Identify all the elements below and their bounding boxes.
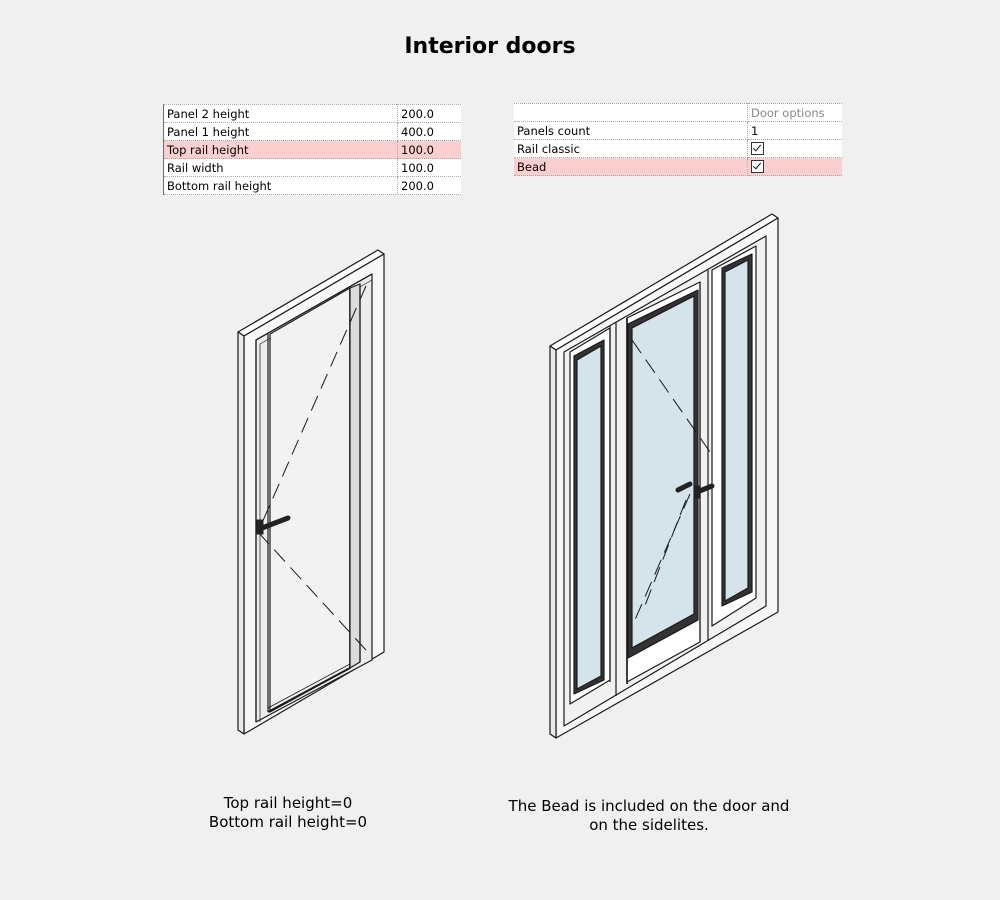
- param-value[interactable]: 100.0: [398, 141, 462, 159]
- option-label: Panels count: [514, 122, 748, 140]
- option-label: Bead: [514, 158, 748, 176]
- options-header: Door options: [748, 104, 843, 122]
- param-value[interactable]: 400.0: [398, 123, 462, 141]
- caption-line: Bottom rail height=0: [208, 813, 368, 831]
- option-value[interactable]: 1: [748, 122, 843, 140]
- caption-line: Top rail height=0: [223, 794, 353, 812]
- right-door-caption: [508, 797, 790, 835]
- caption-line: on the sidelites.: [589, 816, 709, 834]
- left-door-caption: [188, 794, 388, 832]
- page-title: Interior doors: [404, 34, 576, 59]
- param-value[interactable]: 200.0: [398, 177, 462, 195]
- param-label: Panel 2 height: [164, 105, 398, 123]
- right-sidelite: [708, 246, 756, 640]
- left-sidelite: [570, 322, 616, 704]
- param-value[interactable]: 100.0: [398, 159, 462, 177]
- param-value[interactable]: 200.0: [398, 105, 462, 123]
- param-label: Top rail height: [164, 141, 398, 159]
- param-label: Bottom rail height: [164, 177, 398, 195]
- caption-line: The Bead is included on the door and: [508, 797, 790, 815]
- option-label: Rail classic: [514, 140, 748, 158]
- param-label: Panel 1 height: [164, 123, 398, 141]
- param-label: Rail width: [164, 159, 398, 177]
